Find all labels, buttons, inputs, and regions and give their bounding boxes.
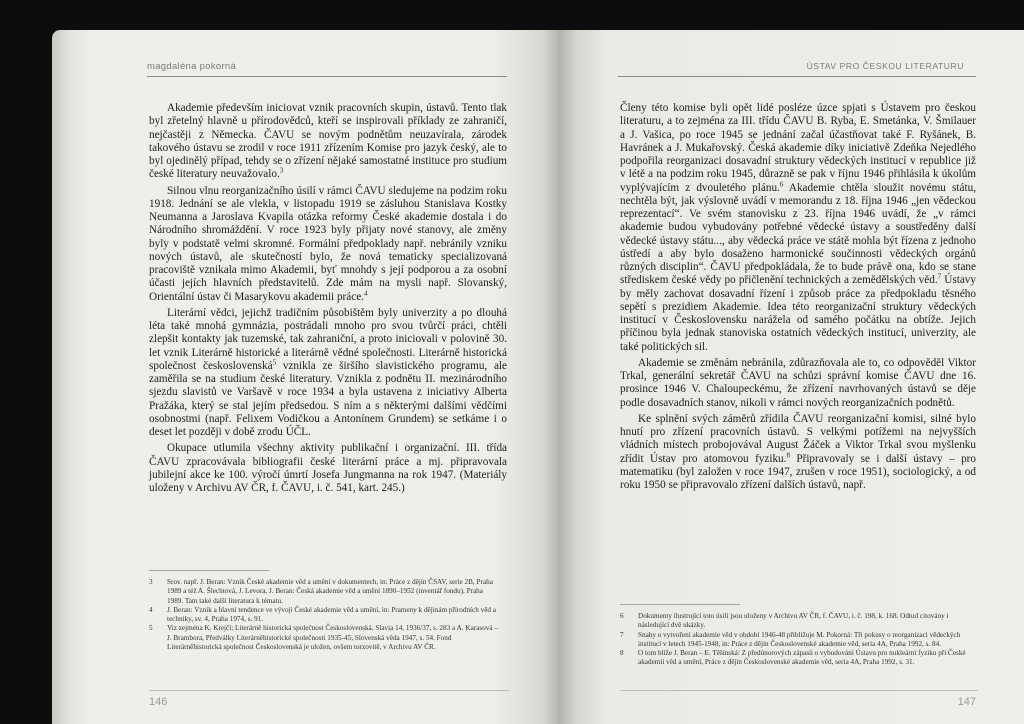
footnote: 6 Dokumenty ilustrující toto úsilí jsou uloženy v Archivu AV ČR, f. ČAVU, i. č. 198, k. 168. Odtud citovány i následující dvě ukázky. — [620, 612, 949, 630]
paragraph: Akademie se změnám nebránila, zdůrazňovala ale to, co odpověděl Viktor Trkal, generální sekretář ČAVU na schůzi správní komise ČAVU dne 16. prosince 1946 V. Chaloupeckému, že zřízení navrhovaných ústavů se děje podle dosavadních stanov, nikoli v rámci nových reorganizačních podnětů. — [620, 356, 976, 409]
paragraph: Akademie především iniciovat vznik pracovních skupin, ústavů. Tento tlak byl zřetelný hlavně u přírodovědců, kteří se inspirovali příklady ze zahraničí, nejčastěji z Německa. ČAVU se novým podnětům neuzavírala, zárodek takového ústavu se zrodil v roce 1911 zřízením Komise pro jazyk český, ale to byl ojedinělý případ, tehdy se o zřízení nějaké samostatné instituce pro studium české literatury neuvažovalo.$^3$ — [149, 102, 507, 181]
paragraph: Okupace utlumila všechny aktivity publikační i organizační. III. třída ČAVU zpracovávala bibliografii české literární práce a mj. připravovala jubilejní akce ke 100. výročí úmrtí Josefa Jungmanna na rok 1947. (Materiály uloženy v Archivu AV ČR, f. ČAVU, i. č. 541, kart. 245.) — [149, 442, 507, 494]
paragraph: Literární vědci, jejichž tradičním působištěm byly univerzity a po dlouhá léta také mnohá gymnázia, postrádali mnoho pro svou tvůrčí práci, chtěli zlepšit kontakty jak tuzemské, tak zahraniční, a proto iniciovali v polovině 30. let vznik Literárně historické a literárně vědné společnosti. Literárně historická společnost československá$^5$ vznikla ze širšího slavistického programu, ale zaměřila se na studium české literatury. Vznikla z podnětu II. mezinárodního sjezdu slavistů ve Varšavě v roce 1934 a byla ustavena z iniciativy Alberta Pražáka, který se stal jejím předsedou. S ním a s některými dalšími vědčími osobnostmi (např. Felixem Vodičkou a Antonínem Grundem) se setkáme i o deset let později v době zrodu ÚČL. — [149, 306, 507, 438]
paragraph: Silnou vlnu reorganizačního úsilí v rámci ČAVU sledujeme na podzim roku 1918. Jednání se ale vlekla, v listopadu 1919 se zásluhou Stanislava Kostky Neumanna a Jaroslava Kvapila otázka reformy České akademie dostala i do Národního shromáždění. V roce 1923 byly přijaty nové stanovy, ale změny byly v podstatě velmi skromné. Formální předpoklady např. nebránily vzniku nových ústavů, ale skutečností bylo, že nová tematicky specializovaná pracoviště vznikala mimo Akademii, byť mnohdy s její podporou a za osobní účasti jejích hlavních představitelů. Zde mám na mysli např. Slovanský, Orientální ústav či Masarykovu akademii práce.$^4$ — [149, 184, 507, 303]
footnotes-left — [149, 578, 499, 652]
left-page-body — [149, 102, 507, 495]
paragraph: Ke splnění svých záměrů zřídila ČAVU reorganizační komisi, silné bylo hnutí pro zřízení pracovních ústavů. S velkými potížemi na nejvyšších vládních místech probojovával August Žáček a Viktor Trkal svou myšlenku zřídit Ústav pro atomovou fyziku.$^8$ Připravovaly se i další ústavy – pro matematiku (byl založen v roce 1947, zrušen v roce 1951), sociologický, a od roku 1950 se připravovalo zřízení dalších ústavů, např. — [620, 412, 976, 491]
footnote-ref: 6 — [779, 179, 784, 188]
footnote-rule-right — [620, 604, 740, 605]
footnote: 4 J. Beran: Vznik a hlavní tendence ve vývoji České akademie věd a umění, in: Prameny k dějinám přírodních věd a techniky, sv. 4, Praha 1974, s. 91. — [149, 605, 496, 624]
running-head-left: magdaléna pokorná — [147, 61, 237, 72]
footer-rule-right — [620, 690, 978, 691]
footnote-ref: 7 — [937, 272, 942, 281]
right-page-body — [620, 102, 976, 492]
footnote: 7 Snahy o vytvoření akademie věd v období 1946-48 přibližuje M. Pokorná: Tři pokusy o reorganizaci vědeckých institucí v letech 1945-1948, in: Práce z dějin Československé akademie věd, seria 4A, Praha 1992, s. 84. — [620, 630, 961, 648]
page-number-right: 147 — [957, 696, 976, 708]
right-page — [558, 30, 1024, 724]
footer-rule-left — [149, 690, 509, 691]
footnotes-right — [620, 612, 972, 668]
left-page — [52, 30, 558, 724]
paragraph: Členy této komise byli opět lidé posléze úzce spjati s Ústavem pro českou literaturu, a to zejména za III. třídu ČAVU B. Ryba, E. Smetánka, V. Šmilauer a J. Vašica, po roce 1945 se jednání začal účastňovat také F. Ryšánek, B. Havránek a J. Mukařovský. Česká akademie díky iniciativě Zdeňka Nejedlého podpořila reorganizaci dosavadní struktury vědeckých institucí v republice již v létě a na podzim roku 1945, důrazně se pak v říjnu 1946 přihlásila k úkolům vyplývajícím z dvouletého plánu.$^6$ Akademie chtěla sloužit novému státu, nechtěla být, jak výslovně uvádí v memorandu z 18. října 1946 „jen vědeckou reprezentací“. Ve svém stanovisku z 23. října 1946 uvádí, že „v rámci akademie budou vybudovány potřebné vědecké ústavy a soustředěny další vědecké ústavy státu..., aby vědecká práce ve státě mohla být řízena z jednoho ústředí a aby bylo dosaženo harmonické součinnosti vědeckých orgánů různých disciplin“. ČAVU předpokládala, že to bude právě ona, kdo se stane střediskem české vědy po přičlenění technických a zemědělských věd.$^7$ Ústavy by měly zachovat dosavadní řízení i způsob práce za předpokladu těsného sepětí s prezidiem Akademie. Idea této reorganizační struktury vědeckých institucí v Československu narážela od samého počátku na obtíže. Jejich příčinou byla jednak stanoviska ostatních vědeckých institucí, univerzity, ale také politických sil. — [620, 102, 976, 353]
footnote-rule-left — [149, 570, 269, 571]
page-number-left: 146 — [149, 696, 168, 708]
footnote: 3 Srov. např. J. Beran: Vznik České akademie věd a umění v dokumentech, in: Práce z dějin ČSAV, serie 2B, Praha 1989 a též A. Šlechtová, J. Levora, J. Beran: Česká akademie věd a umění 1890–1952 (inventář fondu), Praha 1989. Tam také další literatura k tématu. — [149, 578, 493, 605]
footnote-ref: 4 — [363, 288, 368, 297]
header-rule-right — [618, 76, 976, 77]
running-head-right: ÚSTAV PRO ČESKOU LITERATURU — [806, 61, 964, 71]
footnote-ref: 5 — [272, 358, 277, 367]
footnote: 8 O tom blíže J. Beran – E. Těšínská: Z předúnorových zápasů o vybudování Ústavu pro nukleární fyziku při České akademii věd a umění, Práce z dějin Československé akademie věd, seria 4A, Praha 1992, s. 31. — [620, 649, 966, 667]
open-book — [52, 30, 1024, 724]
header-rule-left — [147, 76, 507, 77]
footnote-ref: 3 — [279, 166, 284, 175]
footnote-ref: 8 — [786, 450, 790, 459]
footnote: 5 Viz zejména K. Krejčí: Literárně historická společnost Československá, Slavia 14, 1936/37, s. 283 a A. Karasová – J. Brambora, Předválky Literárněhistorické společnosti 1935-45, Slovenská věda 1947, s. 54. Fond Literárněhistorická společnost Československá je uložen, ovšem torzovitě, v Archivu AV ČR. — [149, 624, 498, 652]
